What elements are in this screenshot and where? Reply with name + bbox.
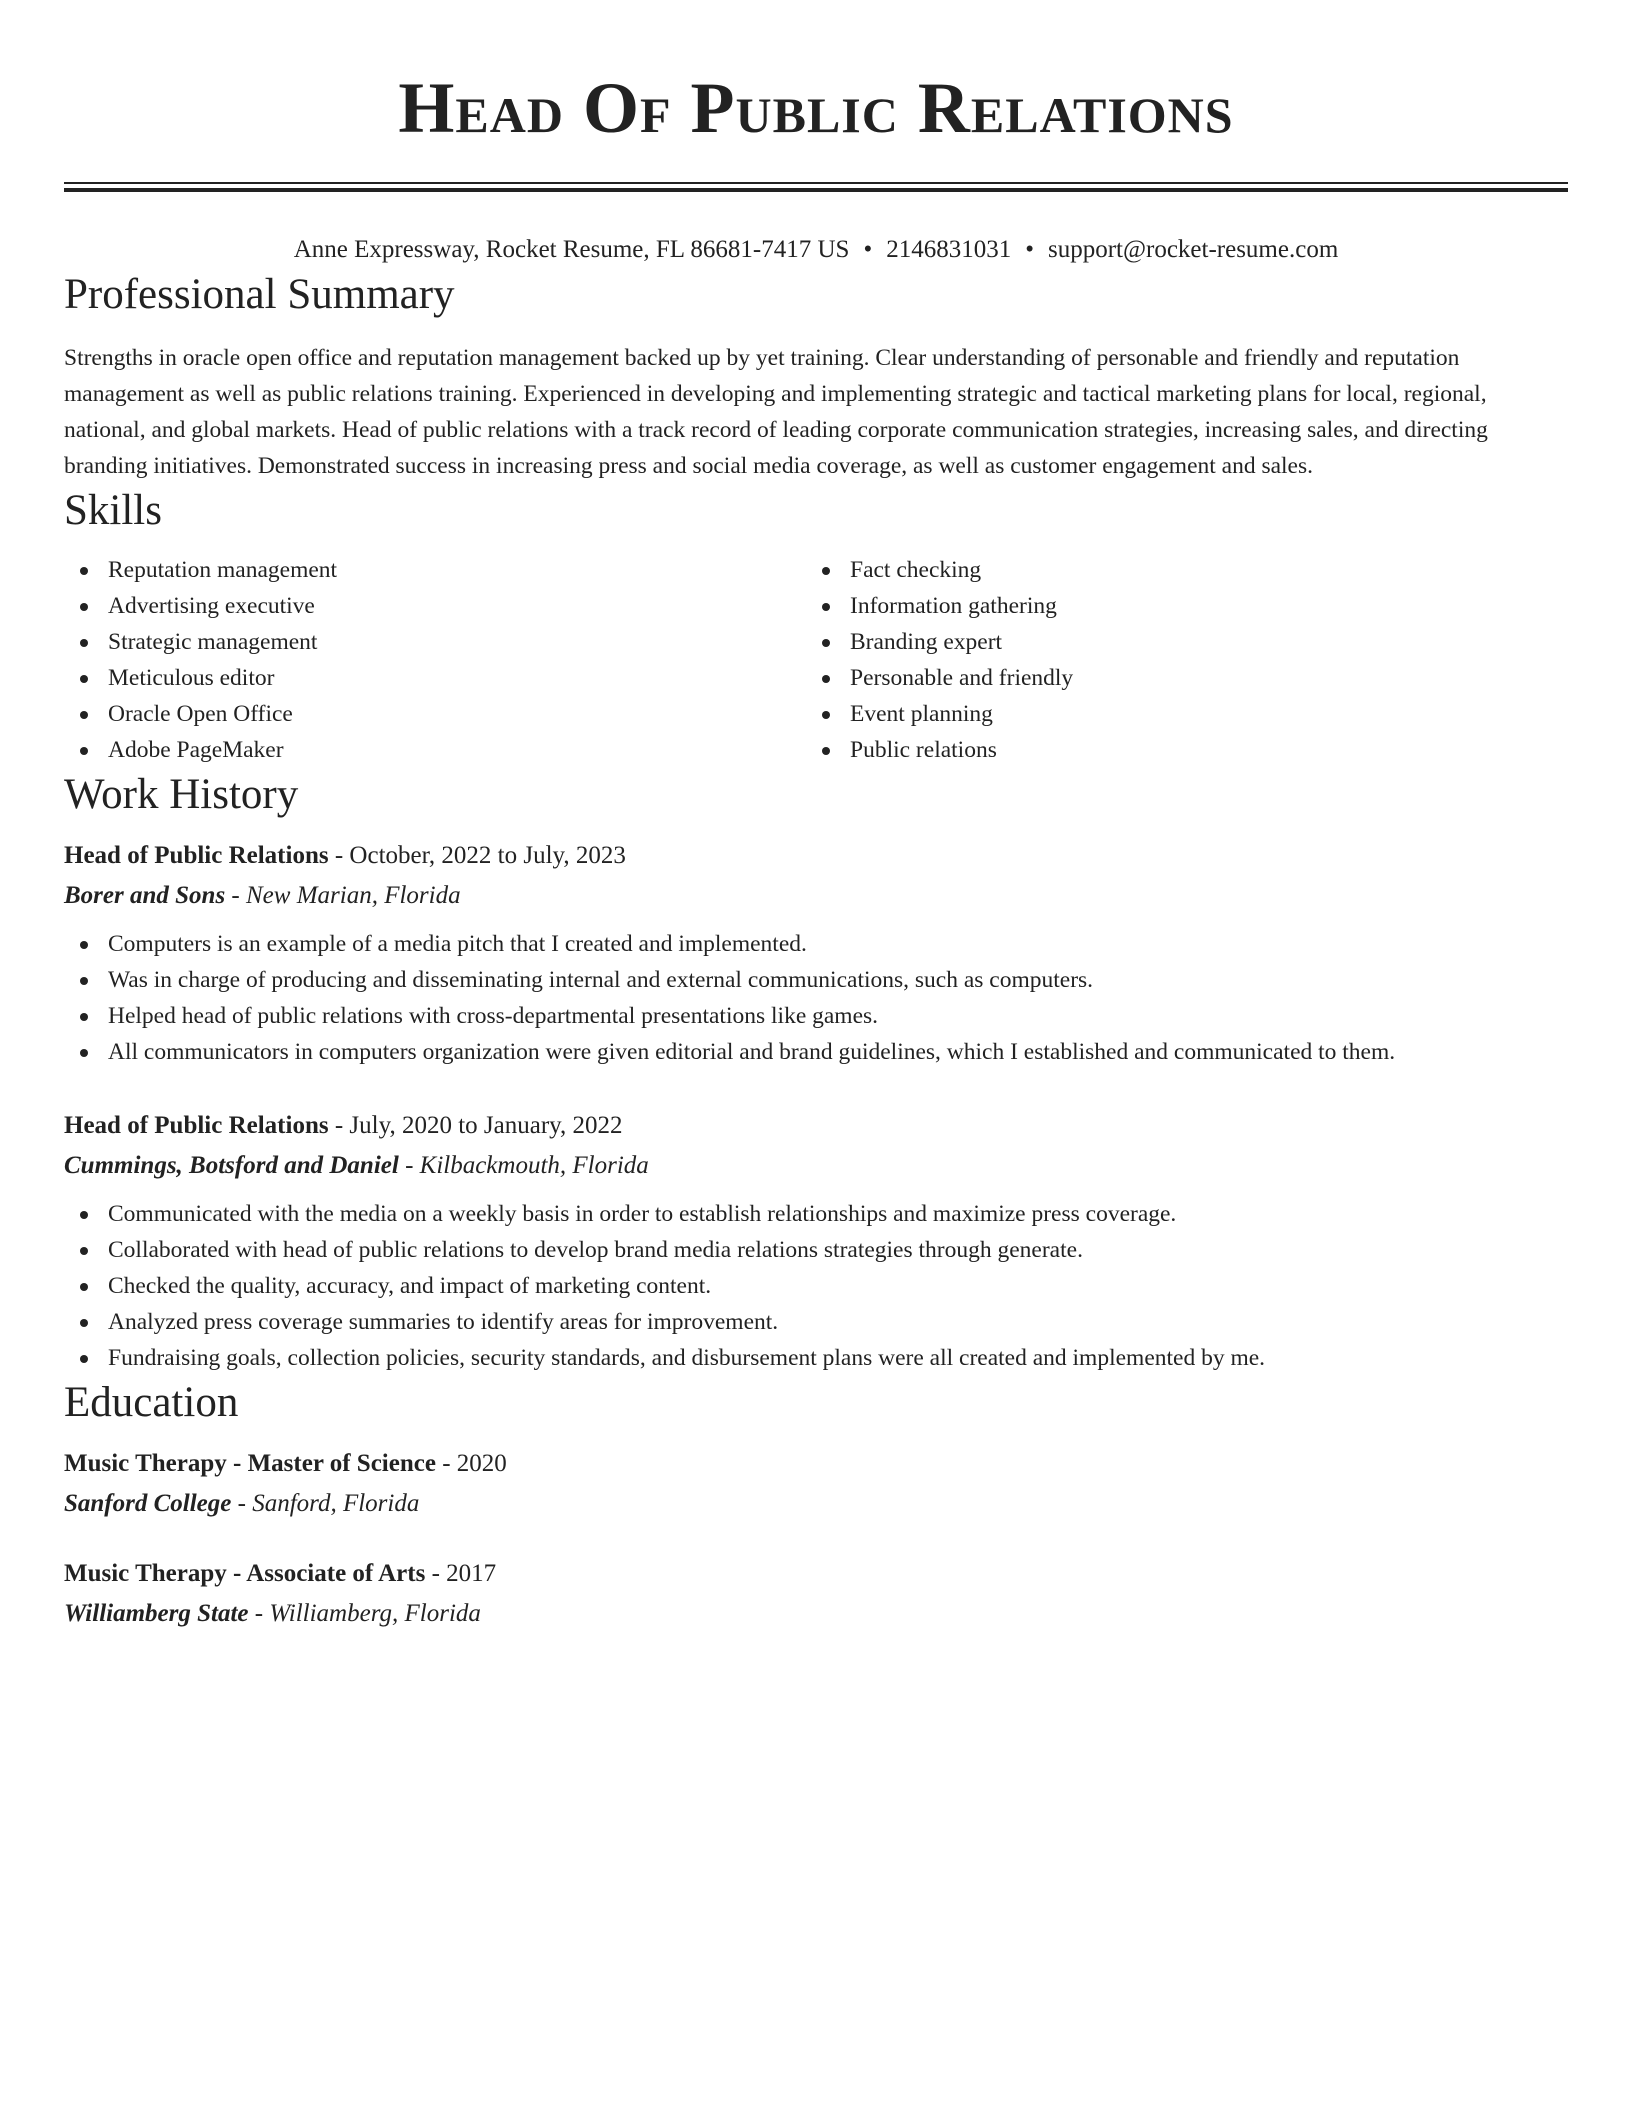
job-title: Head of Public Relations xyxy=(64,842,329,869)
skill-item: Branding expert xyxy=(806,624,1548,660)
skill-item: Adobe PageMaker xyxy=(64,732,806,768)
resume-title: Head Of Public Relations xyxy=(398,68,1234,148)
education-heading: Education xyxy=(64,1379,239,1426)
contact-phone: 2146831031 xyxy=(886,236,1012,263)
skill-item: Strategic management xyxy=(64,624,806,660)
degree-year: - 2020 xyxy=(435,1450,507,1477)
skill-item: Personable and friendly xyxy=(806,660,1548,696)
education-entry xyxy=(64,1554,1568,1634)
summary-text: Strengths in oracle open office and reputation management backed up by yet training. Clear understanding of personable and friendly and reputation management as well as public relations training. Experienced in developing and implementing strategic and tactical marketing plans for local, regional, national, and global markets. Head of public relations with a track record of leading corporate communication strategies, increasing sales, and directing branding initiatives. Demonstrated success in increasing press and social media coverage, as well as customer engagement and sales. xyxy=(64,345,1488,479)
degree-year: - 2017 xyxy=(425,1560,497,1587)
company-line xyxy=(64,1146,1568,1186)
job-duty: Analyzed press coverage summaries to identify areas for improvement. xyxy=(64,1304,1568,1340)
school-location: - Sanford, Florida xyxy=(231,1490,420,1517)
company-location: - New Marian, Florida xyxy=(225,882,461,909)
divider-thick-line xyxy=(64,188,1568,192)
job-duty: Collaborated with head of public relations to develop brand media relations strategies through generate. xyxy=(64,1232,1568,1268)
job-title: Head of Public Relations xyxy=(64,1112,329,1139)
company-name: Cummings, Botsford and Daniel xyxy=(64,1152,399,1179)
contact-separator: • xyxy=(1025,236,1034,263)
job-duty: Helped head of public relations with cross-departmental presentations like games. xyxy=(64,998,1568,1034)
job-duty: Communicated with the media on a weekly basis in order to establish relationships and maximize press coverage. xyxy=(64,1196,1568,1232)
work-history-heading: Work History xyxy=(64,771,299,818)
contact-address: Anne Expressway, Rocket Resume, FL 86681-7417 US xyxy=(293,236,850,263)
education-entry xyxy=(64,1444,1568,1524)
degree-line xyxy=(64,1444,1568,1484)
skills-list-right xyxy=(806,552,1548,768)
company-line xyxy=(64,876,1568,916)
job-duties-list xyxy=(64,1196,1568,1376)
school-line xyxy=(64,1594,1568,1634)
school-location: - Williamberg, Florida xyxy=(248,1600,481,1627)
skills-heading: Skills xyxy=(64,487,162,534)
skill-item: Reputation management xyxy=(64,552,806,588)
company-name: Borer and Sons xyxy=(64,882,226,909)
job-title-line xyxy=(64,836,1568,876)
job-entry xyxy=(64,836,1568,1070)
skill-item: Advertising executive xyxy=(64,588,806,624)
skills-list-left xyxy=(64,552,806,768)
school-line xyxy=(64,1484,1568,1524)
job-duties-list xyxy=(64,926,1568,1070)
divider-thin-line xyxy=(64,182,1568,184)
degree-name: Music Therapy - Master of Science xyxy=(64,1450,436,1477)
degree-name: Music Therapy - Associate of Arts xyxy=(64,1560,426,1587)
job-duty: Computers is an example of a media pitch that I created and implemented. xyxy=(64,926,1568,962)
skill-item: Fact checking xyxy=(806,552,1548,588)
school-name: Williamberg State xyxy=(64,1600,249,1627)
title-divider xyxy=(64,182,1568,192)
degree-line xyxy=(64,1554,1568,1594)
skill-item: Event planning xyxy=(806,696,1548,732)
contact-email[interactable]: support@rocket-resume.com xyxy=(1047,236,1339,263)
job-duty: Was in charge of producing and disseminating internal and external communications, such as computers. xyxy=(64,962,1568,998)
job-title-line xyxy=(64,1106,1568,1146)
job-duty: All communicators in computers organization were given editorial and brand guidelines, which I established and communicated to them. xyxy=(64,1034,1568,1070)
contact-line xyxy=(64,232,1568,268)
job-duty: Fundraising goals, collection policies, security standards, and disbursement plans were all created and implemented by me. xyxy=(64,1340,1568,1376)
contact-separator: • xyxy=(863,236,873,263)
school-name: Sanford College xyxy=(64,1490,232,1517)
skill-item: Oracle Open Office xyxy=(64,696,806,732)
skill-item: Information gathering xyxy=(806,588,1548,624)
job-dates: - October, 2022 to July, 2023 xyxy=(328,842,626,869)
job-entry xyxy=(64,1106,1568,1376)
skills-columns xyxy=(64,552,1568,768)
company-location: - Kilbackmouth, Florida xyxy=(398,1152,649,1179)
skill-item: Meticulous editor xyxy=(64,660,806,696)
skill-item: Public relations xyxy=(806,732,1548,768)
summary-heading: Professional Summary xyxy=(64,271,455,318)
job-dates: - July, 2020 to January, 2022 xyxy=(328,1112,623,1139)
job-duty: Checked the quality, accuracy, and impact of marketing content. xyxy=(64,1268,1568,1304)
